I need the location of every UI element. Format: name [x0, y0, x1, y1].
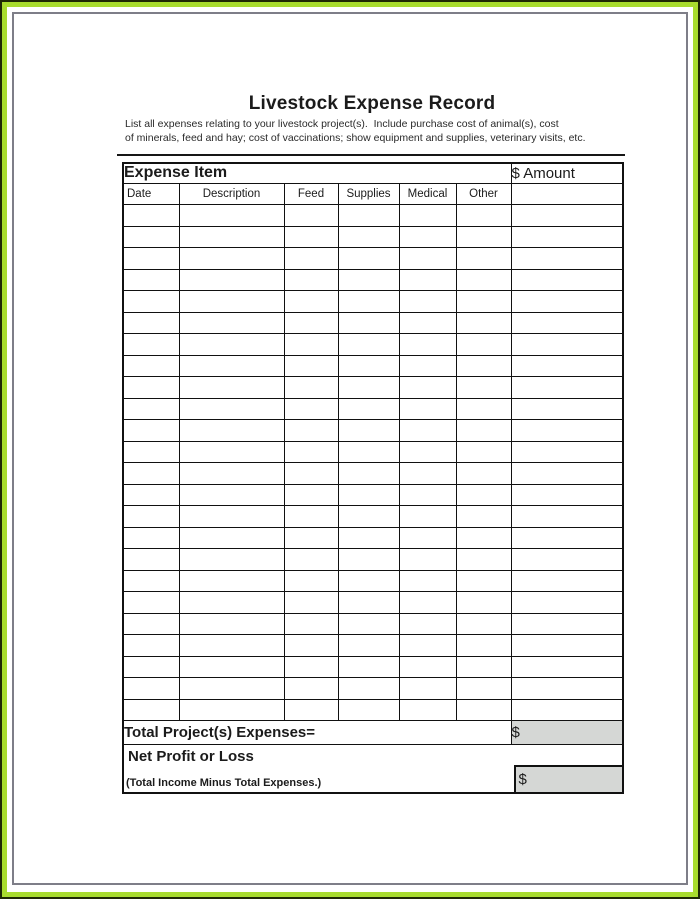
blank-cell [284, 248, 338, 270]
blank-cell [511, 656, 623, 678]
blank-cell [179, 269, 284, 291]
blank-cell [123, 527, 179, 549]
horizontal-rule [117, 154, 625, 156]
blank-cell [511, 484, 623, 506]
blank-cell [123, 226, 179, 248]
blank-cell [456, 420, 511, 442]
blank-cell [456, 398, 511, 420]
blank-cell [399, 377, 456, 399]
blank-expense-row [123, 656, 623, 678]
blank-cell [399, 592, 456, 614]
blank-cell [179, 312, 284, 334]
blank-cell [179, 205, 284, 227]
blank-cell [284, 484, 338, 506]
blank-cell [511, 291, 623, 313]
blank-cell [284, 656, 338, 678]
blank-cell [338, 226, 399, 248]
blank-cell [338, 355, 399, 377]
blank-cell [511, 592, 623, 614]
blank-cell [456, 699, 511, 721]
blank-cell [338, 549, 399, 571]
blank-cell [511, 248, 623, 270]
blank-cell [456, 506, 511, 528]
blank-cell [284, 312, 338, 334]
net-profit-row [123, 745, 623, 793]
blank-cell [456, 463, 511, 485]
blank-cell [456, 291, 511, 313]
blank-cell [456, 355, 511, 377]
blank-expense-row [123, 592, 623, 614]
blank-expense-row [123, 377, 623, 399]
instructions [125, 118, 622, 146]
blank-cell [284, 635, 338, 657]
blank-cell [179, 699, 284, 721]
blank-expense-row [123, 398, 623, 420]
blank-cell [399, 441, 456, 463]
blank-cell [284, 441, 338, 463]
blank-cell [399, 269, 456, 291]
blank-cell [123, 312, 179, 334]
blank-cell [338, 527, 399, 549]
blank-cell [399, 226, 456, 248]
blank-cell [511, 334, 623, 356]
blank-cell [338, 441, 399, 463]
blank-cell [179, 549, 284, 571]
blank-cell [338, 699, 399, 721]
blank-cell [284, 398, 338, 420]
blank-cell [456, 635, 511, 657]
blank-cell [284, 377, 338, 399]
blank-cell [456, 226, 511, 248]
blank-cell [511, 527, 623, 549]
blank-cell [284, 570, 338, 592]
blank-cell [123, 613, 179, 635]
other-column-header: Other [456, 184, 511, 205]
description-column-header: Description [179, 184, 284, 205]
blank-cell [123, 656, 179, 678]
blank-cell [123, 506, 179, 528]
page-title: Livestock Expense Record [248, 93, 496, 114]
blank-expense-row [123, 506, 623, 528]
blank-cell [399, 334, 456, 356]
blank-cell [338, 678, 399, 700]
blank-cell [338, 420, 399, 442]
blank-cell [284, 699, 338, 721]
blank-cell [399, 312, 456, 334]
instructions-line-2: of minerals, feed and hay; cost of vaccinations; show equipment and supplies, veterinary visits, etc. [125, 131, 586, 144]
section-header-row [123, 163, 623, 184]
blank-cell [123, 699, 179, 721]
blank-cell [179, 377, 284, 399]
blank-cell [123, 484, 179, 506]
blank-cell [284, 420, 338, 442]
blank-expense-row [123, 226, 623, 248]
blank-cell [179, 226, 284, 248]
net-profit-sublabel: (Total Income Minus Total Expenses.) [126, 776, 322, 789]
blank-cell [456, 441, 511, 463]
blank-cell [123, 549, 179, 571]
blank-cell [399, 463, 456, 485]
blank-cell [284, 592, 338, 614]
blank-cell [511, 269, 623, 291]
blank-cell [399, 291, 456, 313]
blank-cell [511, 463, 623, 485]
blank-cell [179, 613, 284, 635]
blank-cell [284, 226, 338, 248]
blank-cell [338, 484, 399, 506]
blank-cell [284, 269, 338, 291]
expense-table [122, 162, 624, 794]
amount-header: $ Amount [511, 163, 623, 184]
blank-expense-row [123, 269, 623, 291]
net-amount-cell: $ [514, 765, 624, 793]
blank-expense-row [123, 355, 623, 377]
blank-cell [511, 699, 623, 721]
blank-expense-row [123, 420, 623, 442]
blank-cell [338, 312, 399, 334]
blank-cell [399, 484, 456, 506]
blank-cell [179, 334, 284, 356]
blank-cell [511, 549, 623, 571]
blank-cell [511, 506, 623, 528]
blank-cell [456, 592, 511, 614]
blank-expense-row [123, 248, 623, 270]
blank-expense-row [123, 291, 623, 313]
blank-cell [338, 613, 399, 635]
blank-cell [179, 570, 284, 592]
date-column-header: Date [123, 184, 179, 205]
blank-cell [123, 570, 179, 592]
total-amount-cell: $ [511, 721, 623, 745]
blank-cell [456, 484, 511, 506]
blank-expense-row [123, 312, 623, 334]
blank-cell [338, 463, 399, 485]
blank-cell [456, 613, 511, 635]
blank-cell [179, 484, 284, 506]
blank-cell [338, 592, 399, 614]
blank-cell [284, 355, 338, 377]
blank-cell [456, 570, 511, 592]
blank-cell [456, 678, 511, 700]
amount-column-header-blank [511, 184, 623, 205]
blank-cell [399, 570, 456, 592]
blank-cell [399, 506, 456, 528]
medical-column-header: Medical [399, 184, 456, 205]
blank-cell [399, 420, 456, 442]
blank-cell [456, 248, 511, 270]
blank-cell [399, 613, 456, 635]
blank-expense-row [123, 549, 623, 571]
blank-cell [511, 441, 623, 463]
blank-cell [284, 527, 338, 549]
blank-cell [123, 205, 179, 227]
blank-expense-row [123, 463, 623, 485]
blank-cell [338, 635, 399, 657]
blank-expense-row [123, 527, 623, 549]
blank-cell [123, 463, 179, 485]
blank-cell [179, 656, 284, 678]
blank-cell [179, 592, 284, 614]
blank-cell [179, 355, 284, 377]
blank-cell [399, 398, 456, 420]
column-header-row [123, 184, 623, 205]
blank-cell [123, 269, 179, 291]
blank-cell [511, 226, 623, 248]
blank-cell [511, 398, 623, 420]
blank-cell [123, 291, 179, 313]
net-profit-label: Net Profit or Loss [128, 748, 254, 766]
blank-cell [456, 205, 511, 227]
blank-cell [456, 527, 511, 549]
blank-cell [456, 549, 511, 571]
blank-cell [399, 635, 456, 657]
blank-cell [511, 613, 623, 635]
blank-cell [123, 635, 179, 657]
blank-cell [338, 291, 399, 313]
blank-cell [456, 334, 511, 356]
blank-cell [179, 398, 284, 420]
blank-cell [399, 549, 456, 571]
blank-cell [123, 592, 179, 614]
blank-expense-row [123, 334, 623, 356]
blank-cell [179, 291, 284, 313]
blank-cell [179, 248, 284, 270]
blank-cell [456, 656, 511, 678]
blank-cell [511, 420, 623, 442]
feed-column-header: Feed [284, 184, 338, 205]
blank-cell [284, 334, 338, 356]
blank-cell [338, 377, 399, 399]
blank-cell [179, 441, 284, 463]
blank-cell [399, 248, 456, 270]
blank-cell [511, 377, 623, 399]
blank-cell [338, 398, 399, 420]
blank-expense-row [123, 205, 623, 227]
blank-cell [399, 355, 456, 377]
blank-cell [511, 205, 623, 227]
blank-cell [123, 678, 179, 700]
blank-cell [123, 248, 179, 270]
blank-expense-row [123, 635, 623, 657]
blank-cell [338, 269, 399, 291]
blank-cell [284, 613, 338, 635]
form-page [12, 12, 688, 885]
blank-cell [456, 312, 511, 334]
blank-cell [456, 377, 511, 399]
expense-item-header: Expense Item [123, 163, 511, 184]
blank-cell [338, 334, 399, 356]
blank-expense-row [123, 613, 623, 635]
blank-cell [399, 656, 456, 678]
blank-cell [399, 205, 456, 227]
blank-rows [123, 205, 623, 721]
blank-cell [399, 678, 456, 700]
blank-cell [511, 355, 623, 377]
blank-cell [179, 463, 284, 485]
blank-cell [179, 420, 284, 442]
blank-cell [338, 205, 399, 227]
blank-cell [123, 377, 179, 399]
blank-cell [179, 506, 284, 528]
blank-expense-row [123, 699, 623, 721]
instructions-line-1: List all expenses relating to your livestock project(s). Include purchase cost of animal(s), cost [125, 118, 559, 130]
blank-cell [284, 463, 338, 485]
blank-cell [284, 291, 338, 313]
total-expenses-label: Total Project(s) Expenses= [123, 721, 511, 745]
blank-cell [338, 506, 399, 528]
blank-cell [511, 570, 623, 592]
blank-cell [399, 527, 456, 549]
blank-expense-row [123, 484, 623, 506]
net-profit-cell [123, 745, 623, 793]
blank-cell [338, 570, 399, 592]
blank-cell [284, 506, 338, 528]
form-content [122, 93, 622, 794]
blank-cell [179, 635, 284, 657]
blank-cell [338, 656, 399, 678]
blank-cell [123, 355, 179, 377]
blank-expense-row [123, 441, 623, 463]
blank-cell [338, 248, 399, 270]
supplies-column-header: Supplies [338, 184, 399, 205]
blank-cell [123, 334, 179, 356]
total-expenses-row [123, 721, 623, 745]
blank-expense-row [123, 570, 623, 592]
blank-cell [284, 205, 338, 227]
blank-cell [123, 441, 179, 463]
blank-cell [284, 678, 338, 700]
blank-cell [179, 527, 284, 549]
blank-cell [284, 549, 338, 571]
blank-cell [511, 678, 623, 700]
blank-expense-row [123, 678, 623, 700]
blank-cell [399, 699, 456, 721]
blank-cell [511, 312, 623, 334]
blank-cell [123, 398, 179, 420]
blank-cell [511, 635, 623, 657]
blank-cell [179, 678, 284, 700]
blank-cell [123, 420, 179, 442]
blank-cell [456, 269, 511, 291]
